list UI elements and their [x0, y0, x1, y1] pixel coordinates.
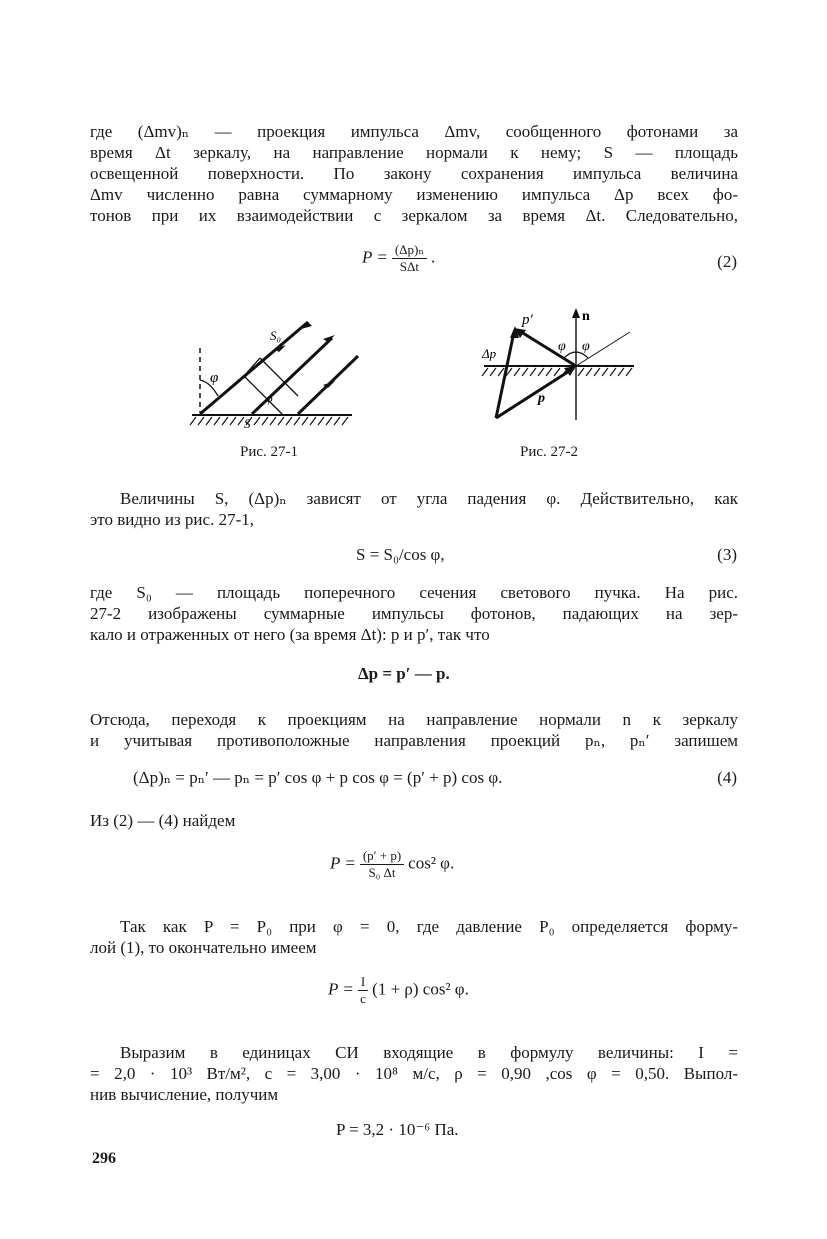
paragraph-1-line-4: Δmv численно равна суммарному изменению импульса Δp всех фо-	[90, 185, 738, 204]
equation-2-number: (2)	[717, 252, 737, 271]
find-line: Из (2) — (4) найдем	[90, 811, 236, 830]
paragraph-5-line-2: лой (1), то окончательно имеем	[90, 938, 317, 957]
equation-dp: Δp = p′ — p.	[358, 664, 450, 683]
eq6-tail: (1 + ρ) cos² φ.	[372, 979, 469, 999]
eq5-numerator: (p′ + p)	[360, 848, 404, 865]
paragraph-2-line-1: Величины S, (Δp)ₙ зависят от угла падения φ. Действительно, как	[120, 489, 738, 508]
fig1-s-label: S	[244, 416, 251, 431]
figure-27-1	[180, 300, 380, 440]
fig2-phi-left-label: φ	[558, 339, 566, 354]
figure-27-2-caption: Рис. 27-2	[520, 444, 579, 460]
eq6-lhs: P =	[328, 979, 354, 999]
equation-4: (Δp)ₙ = pₙ′ — pₙ = p′ cos φ + p cos φ = (p′ + p) cos φ.	[133, 768, 503, 787]
eq2-numerator: (Δp)ₙ	[392, 242, 427, 259]
paragraph-1-line-5: тонов при их взаимодействии с зеркалом за время Δt. Следовательно,	[90, 206, 738, 225]
equation-4-number: (4)	[717, 768, 737, 787]
eq5-tail: cos² φ.	[408, 853, 455, 873]
eq2-lhs: P =	[362, 247, 388, 267]
fig1-phi-label: φ	[210, 370, 219, 386]
fig1-phi2-label: φ	[266, 391, 273, 405]
paragraph-1-line-2: время Δt зеркалу, на направление нормали к нему; S — площадь	[90, 143, 738, 162]
eq6-numerator: I	[358, 974, 368, 991]
page-number: 296	[92, 1150, 116, 1167]
paragraph-4-line-1: Отсюда, переходя к проекциям на направление нормали n к зеркалу	[90, 710, 738, 729]
equation-5	[330, 848, 454, 881]
fig2-p-label: p	[538, 391, 545, 406]
fig2-dp-label: Δp	[482, 346, 497, 361]
figure-27-1-caption: Рис. 27-1	[240, 444, 299, 460]
paragraph-3-line-3: кало и отраженных от него (за время Δt): p и p′, так что	[90, 625, 490, 644]
equation-2	[362, 242, 435, 275]
paragraph-6-line-2: = 2,0 · 10³ Вт/м², c = 3,00 · 10⁸ м/с, ρ = 0,90 ,cos φ = 0,50. Выпол-	[90, 1064, 738, 1083]
figure-27-2	[478, 302, 638, 430]
equation-result: P = 3,2 · 10⁻⁶ Па.	[336, 1120, 459, 1139]
fig2-pprime-label: p′	[522, 312, 533, 328]
paragraph-6-line-1: Выразим в единицах СИ входящие в формулу величины: I =	[120, 1043, 738, 1062]
fig2-n-label: n	[582, 309, 590, 324]
eq5-lhs: P =	[330, 853, 356, 873]
paragraph-1-line-3: освещенной поверхности. По закону сохранения импульса величина	[90, 164, 738, 183]
eq2-tail: .	[430, 247, 436, 267]
eq5-denominator: S₀ Δt	[368, 865, 396, 880]
fig2-phi-right-label: φ	[582, 339, 590, 354]
equation-3-number: (3)	[717, 545, 737, 564]
paragraph-3-line-2: 27-2 изображены суммарные импульсы фотонов, падающих на зер-	[90, 604, 738, 623]
paragraph-3-line-1: где S₀ — площадь поперечного сечения светового пучка. На рис.	[90, 583, 738, 602]
paragraph-6-line-3: нив вычисление, получим	[90, 1085, 279, 1104]
paragraph-4-line-2: и учитывая противоположные направления проекций pₙ, pₙ′ запишем	[90, 731, 738, 750]
eq6-denominator: c	[360, 991, 366, 1006]
equation-6	[328, 974, 469, 1007]
paragraph-5-line-1: Так как P = P₀ при φ = 0, где давление P₀ определяется форму-	[120, 917, 738, 936]
fig1-s0-label: S₀	[270, 328, 282, 343]
eq2-denominator: SΔt	[399, 259, 419, 274]
equation-3: S = S₀/cos φ,	[356, 545, 445, 564]
paragraph-2-line-2: это видно из рис. 27-1,	[90, 510, 254, 529]
paragraph-1-line-1: где (Δmv)ₙ — проекция импульса Δmv, сообщенного фотонами за	[90, 122, 738, 141]
